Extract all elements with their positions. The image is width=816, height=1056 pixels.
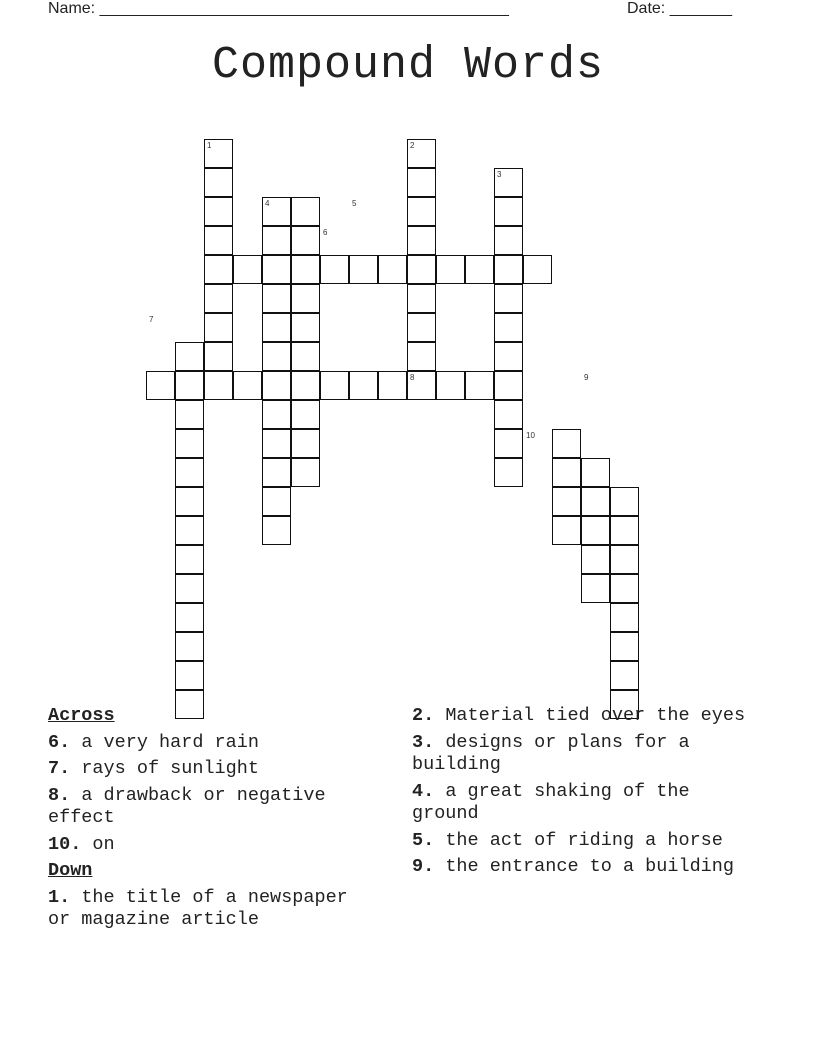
cell-number: 5 bbox=[352, 199, 357, 208]
crossword-cell[interactable] bbox=[581, 516, 610, 545]
crossword-cell[interactable] bbox=[378, 255, 407, 284]
crossword-cell[interactable] bbox=[175, 632, 204, 661]
crossword-cell[interactable] bbox=[204, 313, 233, 342]
clues-left-column bbox=[48, 705, 368, 936]
crossword-cell[interactable] bbox=[204, 197, 233, 226]
crossword-cell[interactable] bbox=[610, 574, 639, 603]
clue-number: 2. bbox=[412, 705, 435, 726]
clue-number: 7. bbox=[48, 758, 71, 779]
clue-text: the title of a newspaper or magazine article bbox=[48, 886, 348, 930]
name-line: Name: ______________________________________________ bbox=[48, 0, 509, 17]
crossword-cell[interactable] bbox=[175, 371, 204, 400]
crossword-cell[interactable] bbox=[552, 516, 581, 545]
clue-down-2 bbox=[412, 705, 752, 728]
crossword-cell[interactable] bbox=[175, 458, 204, 487]
crossword-cell[interactable] bbox=[233, 255, 262, 284]
clue-down-4 bbox=[412, 781, 752, 826]
crossword-cell[interactable] bbox=[610, 487, 639, 516]
crossword-cell[interactable] bbox=[204, 168, 233, 197]
page-title: Compound Words bbox=[211, 40, 605, 91]
crossword-cell[interactable] bbox=[494, 255, 523, 284]
clues-right-column bbox=[412, 705, 752, 883]
crossword-cell[interactable] bbox=[175, 487, 204, 516]
crossword-cell[interactable] bbox=[407, 313, 436, 342]
clue-across-7 bbox=[48, 758, 368, 781]
cell-number: 1 bbox=[207, 141, 212, 150]
clue-across-8 bbox=[48, 785, 368, 830]
crossword-cell[interactable] bbox=[581, 545, 610, 574]
crossword-cell[interactable] bbox=[494, 371, 523, 400]
clue-text: designs or plans for a building bbox=[412, 731, 690, 775]
crossword-cell[interactable] bbox=[349, 255, 378, 284]
clue-text: a very hard rain bbox=[81, 731, 259, 753]
crossword-cell[interactable] bbox=[494, 400, 523, 429]
crossword-cell[interactable] bbox=[291, 313, 320, 342]
clue-number: 4. bbox=[412, 780, 435, 802]
crossword-cell[interactable] bbox=[262, 371, 291, 400]
crossword-cell[interactable] bbox=[523, 255, 552, 284]
crossword-cell[interactable] bbox=[175, 342, 204, 371]
crossword-cell[interactable] bbox=[262, 255, 291, 284]
crossword-cell[interactable] bbox=[610, 545, 639, 574]
crossword-cell[interactable] bbox=[262, 400, 291, 429]
crossword-cell[interactable] bbox=[262, 342, 291, 371]
crossword-cell[interactable] bbox=[262, 516, 291, 545]
cell-number: 10 bbox=[526, 431, 535, 440]
crossword-cell[interactable] bbox=[465, 371, 494, 400]
clue-across-6 bbox=[48, 732, 368, 755]
crossword-cell[interactable] bbox=[175, 603, 204, 632]
crossword-cell[interactable] bbox=[262, 284, 291, 313]
clue-number: 8. bbox=[48, 784, 71, 806]
crossword-cell[interactable] bbox=[204, 255, 233, 284]
crossword-cell[interactable] bbox=[494, 197, 523, 226]
crossword-cell[interactable] bbox=[291, 400, 320, 429]
crossword-cell[interactable] bbox=[146, 371, 175, 400]
crossword-cell[interactable] bbox=[465, 255, 494, 284]
crossword-cell[interactable] bbox=[552, 487, 581, 516]
crossword-cell[interactable] bbox=[175, 545, 204, 574]
crossword-cell[interactable] bbox=[291, 255, 320, 284]
crossword-cell[interactable] bbox=[407, 342, 436, 371]
cell-number: 6 bbox=[323, 228, 328, 237]
crossword-cell[interactable] bbox=[407, 255, 436, 284]
crossword-cell[interactable] bbox=[552, 429, 581, 458]
crossword-cell[interactable] bbox=[291, 458, 320, 487]
clue-down-9 bbox=[412, 856, 752, 879]
across-heading: Across bbox=[48, 705, 115, 726]
clue-number: 3. bbox=[412, 731, 435, 753]
cell-number: 2 bbox=[410, 141, 415, 150]
crossword-cell[interactable] bbox=[320, 371, 349, 400]
crossword-cell[interactable] bbox=[494, 342, 523, 371]
crossword-cell[interactable] bbox=[581, 487, 610, 516]
crossword-cell[interactable] bbox=[610, 661, 639, 690]
crossword-cell[interactable] bbox=[407, 197, 436, 226]
crossword-cell[interactable] bbox=[175, 661, 204, 690]
crossword-cell[interactable] bbox=[407, 226, 436, 255]
clue-text: a great shaking of the ground bbox=[412, 780, 690, 824]
crossword-cell[interactable] bbox=[349, 371, 378, 400]
crossword-cell[interactable] bbox=[436, 255, 465, 284]
crossword-cell[interactable] bbox=[494, 429, 523, 458]
crossword-cell[interactable] bbox=[204, 284, 233, 313]
clue-text: the act of riding a horse bbox=[445, 829, 723, 851]
crossword-cell[interactable] bbox=[291, 284, 320, 313]
crossword-cell[interactable] bbox=[407, 168, 436, 197]
crossword-cell[interactable] bbox=[291, 342, 320, 371]
clue-text: Material tied over the eyes bbox=[445, 705, 746, 726]
date-line: Date: _______ bbox=[627, 0, 732, 17]
clue-number: 9. bbox=[412, 856, 435, 877]
clue-number: 6. bbox=[48, 731, 71, 753]
crossword-cell[interactable] bbox=[581, 574, 610, 603]
cell-number: 8 bbox=[410, 373, 415, 382]
crossword-cell[interactable] bbox=[494, 313, 523, 342]
crossword-cell[interactable] bbox=[436, 371, 465, 400]
crossword-cell[interactable] bbox=[610, 632, 639, 661]
clue-across-10 bbox=[48, 834, 368, 857]
clue-down-1 bbox=[48, 887, 368, 932]
crossword-cell[interactable] bbox=[262, 313, 291, 342]
crossword-cell[interactable] bbox=[204, 342, 233, 371]
crossword-cell[interactable] bbox=[610, 516, 639, 545]
cell-number: 9 bbox=[584, 373, 589, 382]
crossword-cell[interactable] bbox=[175, 429, 204, 458]
crossword-cell[interactable] bbox=[552, 458, 581, 487]
crossword-cell[interactable] bbox=[494, 284, 523, 313]
clue-text: the entrance to a building bbox=[445, 856, 734, 877]
clue-down-3 bbox=[412, 732, 752, 777]
cell-number: 7 bbox=[149, 315, 154, 324]
crossword-cell[interactable] bbox=[610, 603, 639, 632]
crossword-cell[interactable] bbox=[291, 197, 320, 226]
crossword-cell[interactable] bbox=[262, 429, 291, 458]
crossword-cell[interactable] bbox=[378, 371, 407, 400]
crossword-cell[interactable] bbox=[407, 284, 436, 313]
clue-number: 5. bbox=[412, 829, 435, 851]
clue-number: 10. bbox=[48, 833, 82, 855]
crossword-cell[interactable] bbox=[494, 458, 523, 487]
crossword-cell[interactable] bbox=[291, 226, 320, 255]
clue-number: 1. bbox=[48, 886, 71, 908]
clue-text: a drawback or negative effect bbox=[48, 784, 326, 828]
cell-number: 3 bbox=[497, 170, 502, 179]
crossword-cell[interactable] bbox=[494, 226, 523, 255]
cell-number: 4 bbox=[265, 199, 270, 208]
crossword-cell[interactable] bbox=[291, 429, 320, 458]
crossword-cell[interactable] bbox=[320, 255, 349, 284]
crossword-cell[interactable] bbox=[262, 226, 291, 255]
crossword-cell[interactable] bbox=[175, 516, 204, 545]
crossword-cell[interactable] bbox=[262, 487, 291, 516]
crossword-cell[interactable] bbox=[175, 574, 204, 603]
crossword-cell[interactable] bbox=[233, 371, 262, 400]
crossword-cell[interactable] bbox=[204, 226, 233, 255]
crossword-cell[interactable] bbox=[262, 458, 291, 487]
crossword-cell[interactable] bbox=[581, 458, 610, 487]
clue-down-5 bbox=[412, 830, 752, 853]
clue-text: rays of sunlight bbox=[81, 758, 259, 779]
crossword-cell[interactable] bbox=[291, 371, 320, 400]
down-heading: Down bbox=[48, 860, 93, 881]
clue-text: on bbox=[92, 833, 115, 855]
crossword-cell[interactable] bbox=[175, 400, 204, 429]
crossword-cell[interactable] bbox=[204, 371, 233, 400]
